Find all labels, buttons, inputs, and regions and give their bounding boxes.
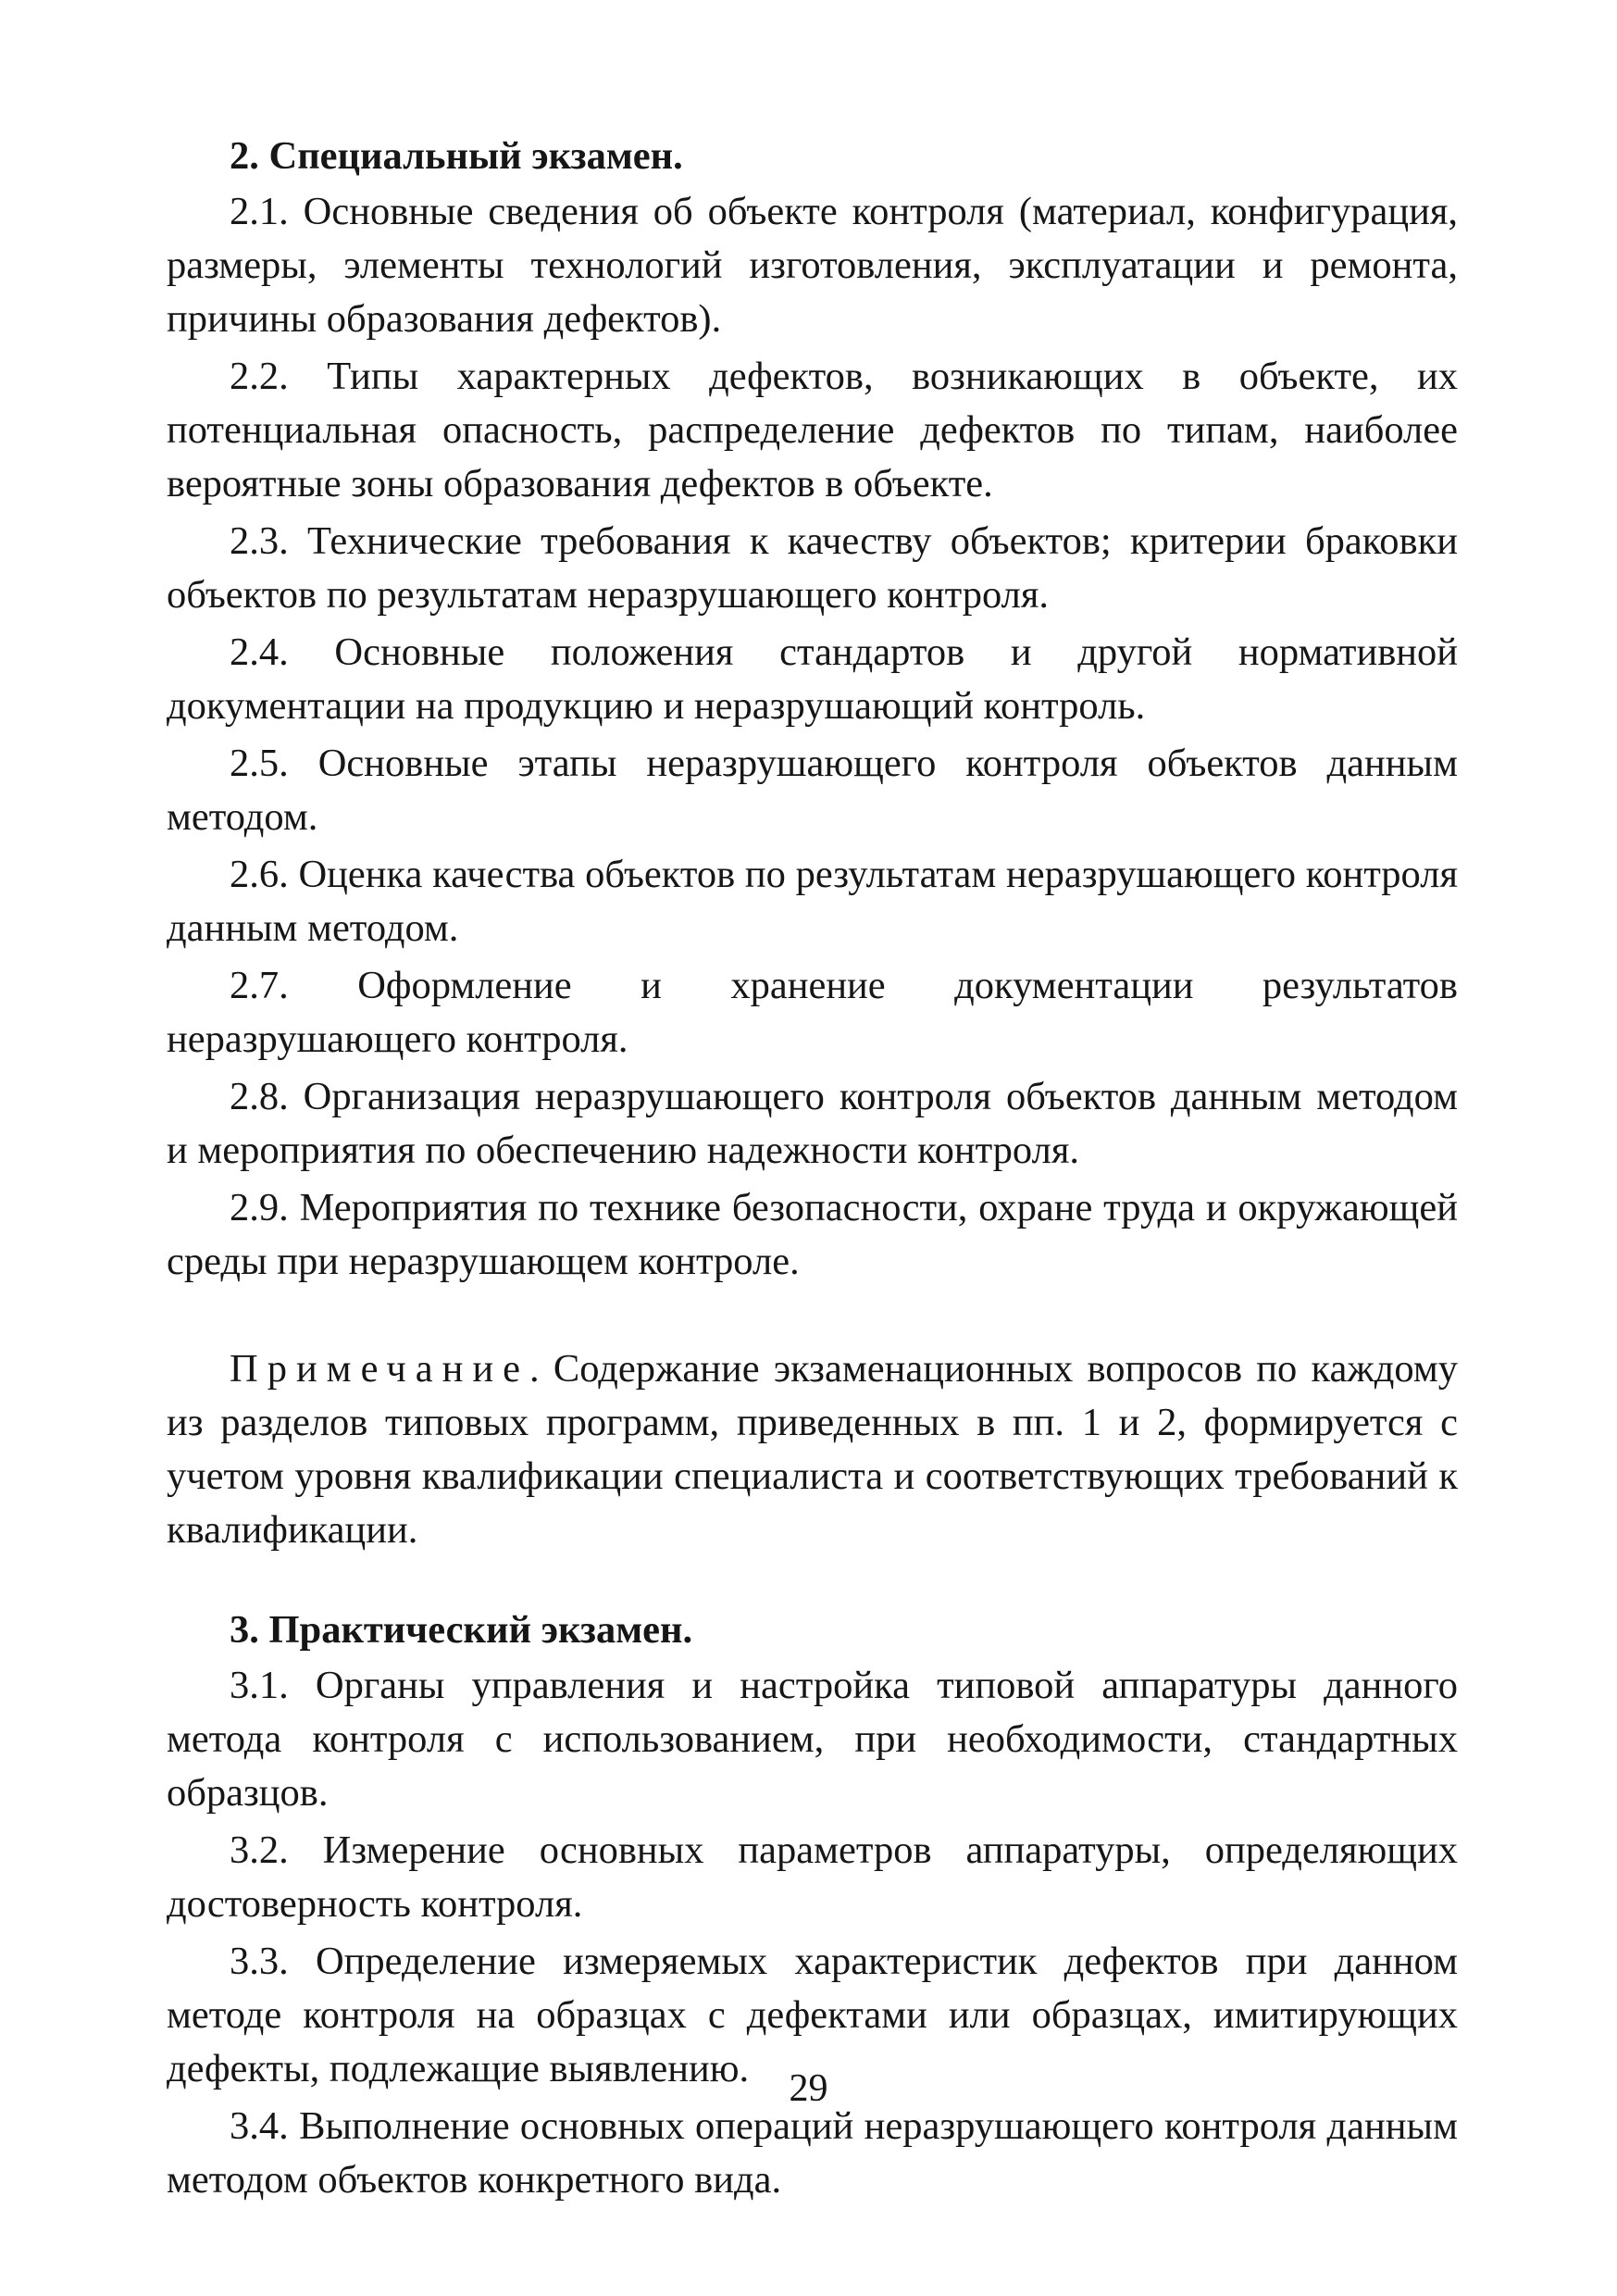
- item-2-8: 2.8. Организация неразрушающего контроля объектов данным методом и мероприятия по обеспечению надежности контроля.: [167, 1075, 1458, 1172]
- note-text: . Содержание экзаменационных вопросов по каждому из разделов типовых программ, приведенных в пп. 1 и 2, формируется с учетом уровня квалификации специалиста и соответствующих требований к квалификации.: [167, 1347, 1458, 1552]
- item-3-3: 3.3. Определение измеряемых характеристик дефектов при данном методе контроля на образцах с дефектами или образцах, имитирующих дефекты, подлежащие выявлению.: [167, 1940, 1458, 2090]
- item-2-3: 2.3. Технические требования к качеству объектов; критерии браковки объектов по результатам неразрушающего контроля.: [167, 519, 1458, 617]
- note-paragraph: [167, 1342, 1458, 1557]
- item-2-5: 2.5. Основные этапы неразрушающего контроля объектов данным методом.: [167, 742, 1458, 839]
- spacer: [167, 1292, 1458, 1342]
- section-3-heading: 3. Практический экзамен.: [230, 1608, 693, 1652]
- item-3-1: 3.1. Органы управления и настройка типовой аппаратуры данного метода контроля с использованием, при необходимости, стандартных образцов.: [167, 1664, 1458, 1815]
- page-number: 29: [789, 2067, 828, 2110]
- item-3-2: 3.2. Измерение основных параметров аппаратуры, определяющих достоверность контроля.: [167, 1828, 1458, 1926]
- spacer: [167, 1557, 1458, 1603]
- item-2-9: 2.9. Мероприятия по технике безопасности, охране труда и окружающей среды при неразрушающем контроле.: [167, 1186, 1458, 1283]
- section-2-heading: 2. Специальный экзамен.: [230, 134, 683, 178]
- item-3-4: 3.4. Выполнение основных операций неразрушающего контроля данным методом объектов конкретного вида.: [167, 2104, 1458, 2202]
- item-2-1: 2.1. Основные сведения об объекте контроля (материал, конфигурация, размеры, элементы технологий изготовления, эксплуатации и ремонта, причины образования дефектов).: [167, 190, 1458, 341]
- note-label: Примечание: [230, 1347, 529, 1391]
- item-2-4: 2.4. Основные положения стандартов и другой нормативной документации на продукцию и неразрушающий контроль.: [167, 630, 1458, 728]
- item-2-2: 2.2. Типы характерных дефектов, возникающих в объекте, их потенциальная опасность, распределение дефектов по типам, наиболее вероятные зоны образования дефектов в объекте.: [167, 355, 1458, 505]
- item-2-6: 2.6. Оценка качества объектов по результатам неразрушающего контроля данным методом.: [167, 853, 1458, 950]
- item-2-7: 2.7. Оформление и хранение документации результатов неразрушающего контроля.: [167, 964, 1458, 1061]
- document-page: [167, 130, 1458, 2211]
